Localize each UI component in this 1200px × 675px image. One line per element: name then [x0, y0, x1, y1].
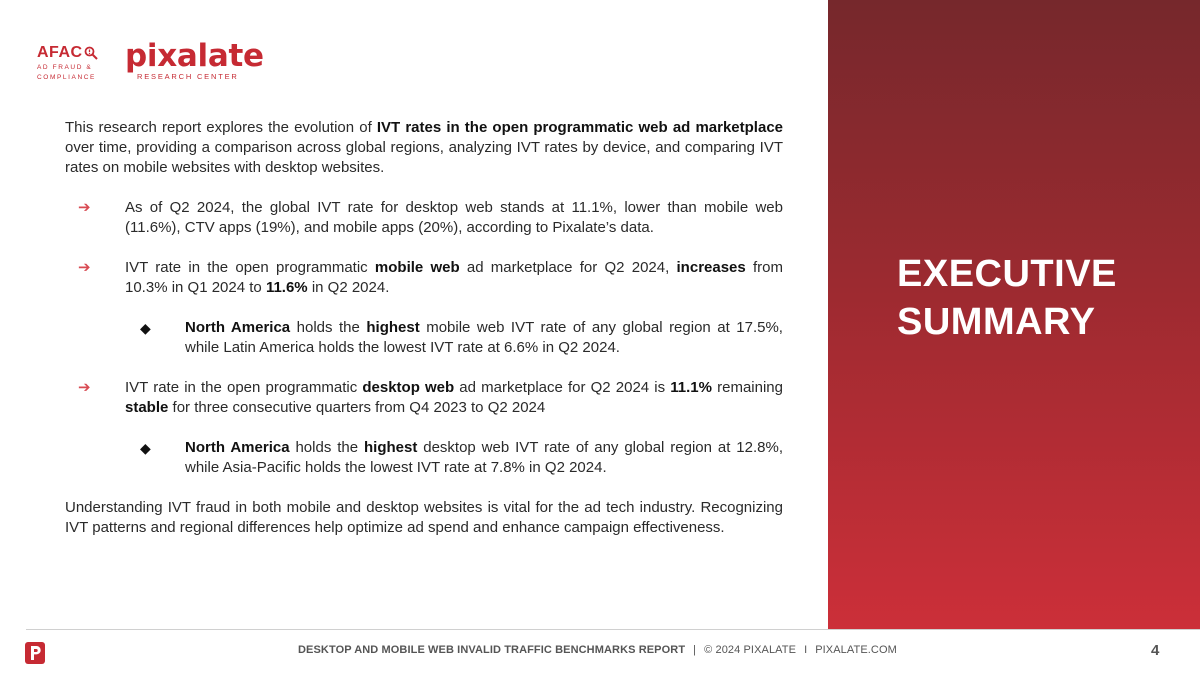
footer-divider	[26, 629, 1200, 630]
bullet-mobile-web: ➔ IVT rate in the open programmatic mobile web ad marketplace for Q2 2024, increases from 10.3% in Q1 2024 to 11.6% in Q2 2024.	[78, 259, 783, 296]
intro-paragraph: This research report explores the evolution of IVT rates in the open programmatic web ad marketplace over time, providing a comparison across global regions, analyzing IVT rates by device, and comparing IVT rates on mobile websites with desktop websites.	[65, 119, 784, 176]
executive-summary-panel	[828, 0, 1200, 630]
page-number: 4	[1151, 642, 1160, 659]
arrow-icon: ➔	[78, 379, 91, 396]
arrow-icon: ➔	[78, 199, 91, 216]
report-title: DESKTOP AND MOBILE WEB INVALID TRAFFIC BENCHMARKS REPORT	[298, 644, 686, 656]
closing-paragraph: Understanding IVT fraud in both mobile and desktop websites is vital for the ad tech industry. Recognizing IVT patterns and regional differences help optimize ad spend and enhance campaign effectiveness.	[65, 499, 783, 536]
subbullet-desktop-region: ◆ North America holds the highest desktop web IVT rate of any global region at 12.8%, while Asia-Pacific holds the lowest IVT rate at 7.8% in Q2 2024.	[140, 439, 783, 476]
section-title: EXECUTIVE SUMMARY	[897, 253, 1117, 343]
subbullet-mobile-region: ◆ North America holds the highest mobile web IVT rate of any global region at 17.5%, while Latin America holds the lowest IVT rate at 6.6% in Q2 2024.	[140, 319, 783, 356]
pixalate-logo	[125, 38, 264, 82]
afac-subtitle-1: AD FRAUD &	[37, 64, 93, 71]
arrow-icon: ➔	[78, 259, 91, 276]
afac-wordmark: AFAC	[37, 44, 83, 61]
magnifier-icon	[84, 46, 98, 60]
main-content	[65, 118, 783, 538]
website-link[interactable]: PIXALATE.COM	[815, 644, 897, 656]
afac-subtitle-2: COMPLIANCE	[37, 74, 96, 81]
pixalate-p-icon	[25, 642, 45, 664]
diamond-icon: ◆	[140, 320, 151, 336]
bullet-global-rate: ➔ As of Q2 2024, the global IVT rate for desktop web stands at 11.1%, lower than mobile web (11.6%), CTV apps (19%), and mobile apps (20%), according to Pixalate’s data.	[78, 199, 783, 236]
footer-text: DESKTOP AND MOBILE WEB INVALID TRAFFIC BENCHMARKS REPORT | © 2024 PIXALATE I PIXALATE.COM	[298, 644, 897, 656]
diamond-icon: ◆	[140, 440, 151, 456]
copyright: © 2024 PIXALATE	[704, 644, 797, 656]
pixalate-wordmark: pixalate	[125, 38, 264, 74]
bullet-desktop-web: ➔ IVT rate in the open programmatic desktop web ad marketplace for Q2 2024 is 11.1% remaining stable for three consecutive quarters from Q4 2023 to Q2 2024	[78, 379, 783, 416]
pixalate-subtitle: RESEARCH CENTER	[137, 72, 239, 81]
afac-logo	[37, 44, 107, 82]
